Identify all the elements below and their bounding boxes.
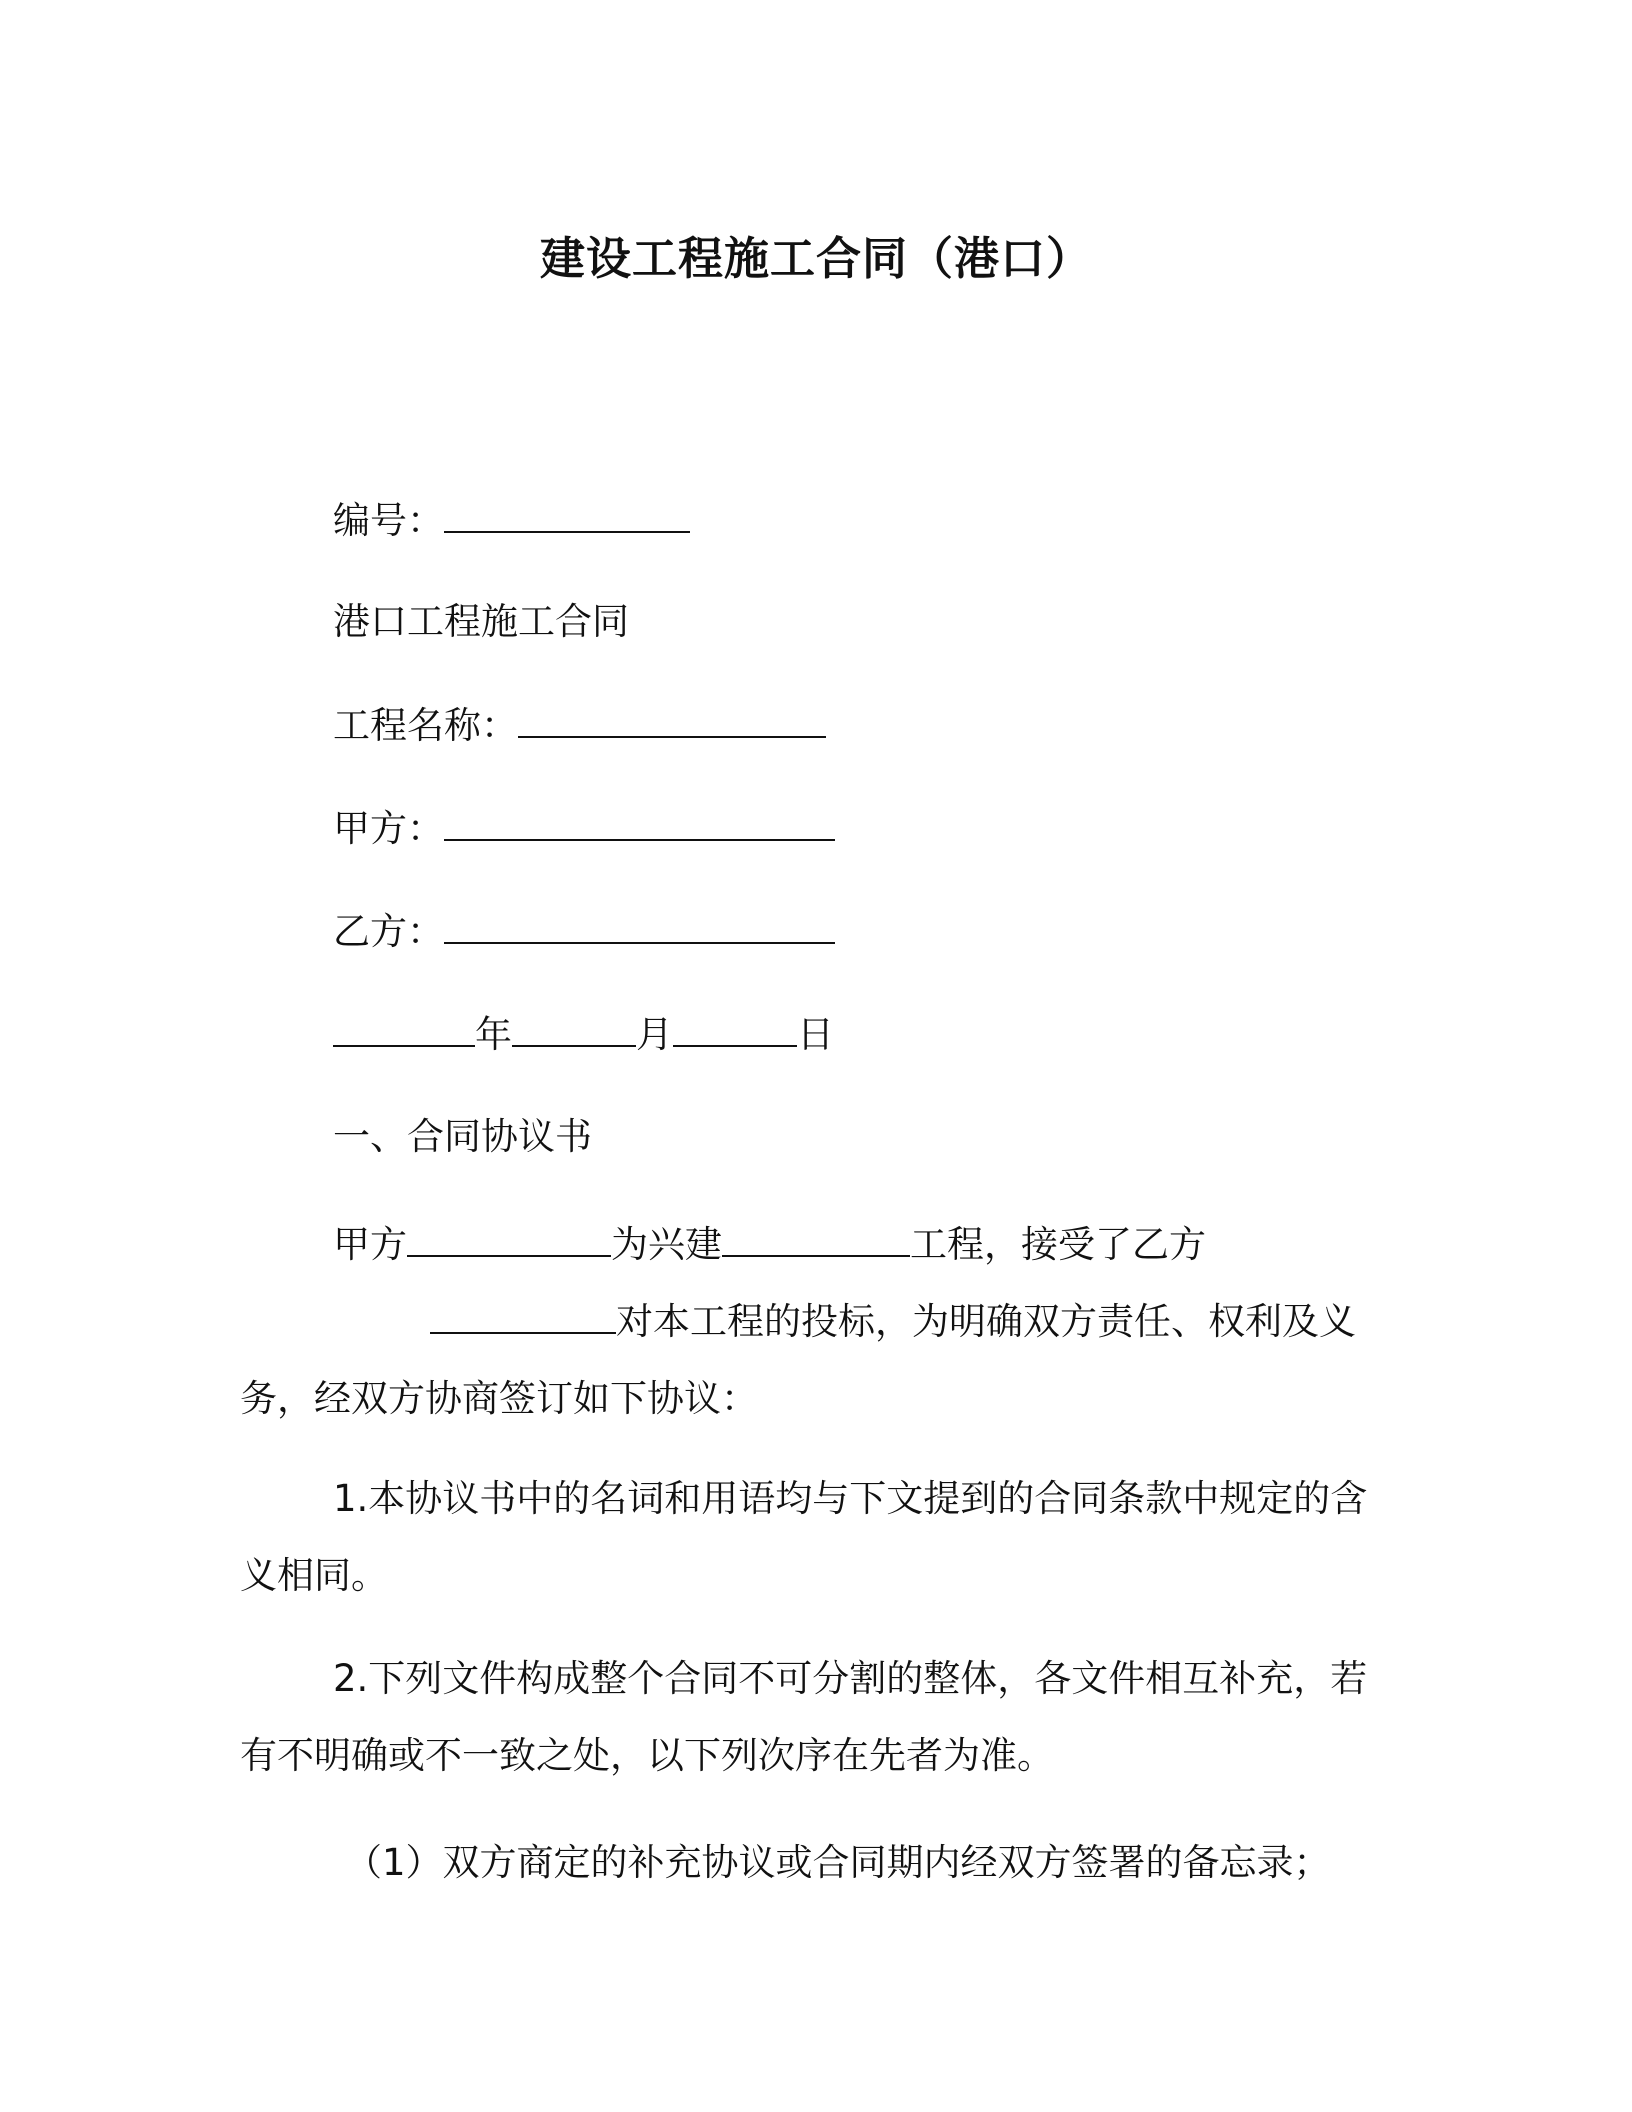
project-name-line bbox=[333, 700, 826, 751]
party-a-blank[interactable] bbox=[444, 803, 835, 841]
party-a-label: 甲方： bbox=[333, 807, 444, 850]
item-1-line: （1）双方商定的补充协议或合同期内经双方签署的备忘录； bbox=[345, 1841, 1331, 1884]
agreement-intro-paragraph bbox=[240, 1206, 1372, 1437]
section-1-heading: 一、合同协议书 bbox=[333, 1115, 592, 1158]
document-subtitle: 港口工程施工合同 bbox=[333, 600, 629, 643]
party-b-label: 乙方： bbox=[333, 910, 444, 953]
project-name-label: 工程名称： bbox=[333, 704, 518, 747]
party-a-name-blank[interactable] bbox=[407, 1221, 611, 1257]
contract-number-label: 编号： bbox=[333, 499, 444, 542]
contract-number-line bbox=[333, 495, 690, 546]
party-a-line bbox=[333, 803, 835, 854]
document-title: 建设工程施工合同（港口） bbox=[539, 232, 1092, 285]
project-name-blank[interactable] bbox=[518, 700, 826, 738]
day-blank[interactable] bbox=[673, 1009, 797, 1047]
contract-number-blank[interactable] bbox=[444, 495, 690, 533]
party-b-line bbox=[333, 906, 835, 957]
party-b-name-blank[interactable] bbox=[430, 1298, 616, 1334]
day-label: 日 bbox=[797, 1013, 834, 1056]
intro-text-3: 工程，接受了乙方 bbox=[910, 1223, 1206, 1266]
date-line bbox=[333, 1009, 834, 1060]
clause-1-paragraph: 1.本协议书中的名词和用语均与下文提到的合同条款中规定的含义相同。 bbox=[240, 1477, 1368, 1597]
clause-2-paragraph: 2.下列文件构成整个合同不可分割的整体，各文件相互补充，若有不明确或不一致之处，以下列次序在先者为准。 bbox=[240, 1657, 1368, 1777]
intro-text-1: 甲方 bbox=[333, 1223, 407, 1266]
month-blank[interactable] bbox=[512, 1009, 636, 1047]
intro-text-4: 对本工程的投标，为明确双方责任、权利及义务，经双方协商签订如下协议： bbox=[240, 1300, 1356, 1420]
year-blank[interactable] bbox=[333, 1009, 475, 1047]
intro-text-2: 为兴建 bbox=[611, 1223, 722, 1266]
party-b-blank[interactable] bbox=[444, 906, 835, 944]
project-blank[interactable] bbox=[722, 1221, 910, 1257]
year-label: 年 bbox=[475, 1013, 512, 1056]
month-label: 月 bbox=[636, 1013, 673, 1056]
